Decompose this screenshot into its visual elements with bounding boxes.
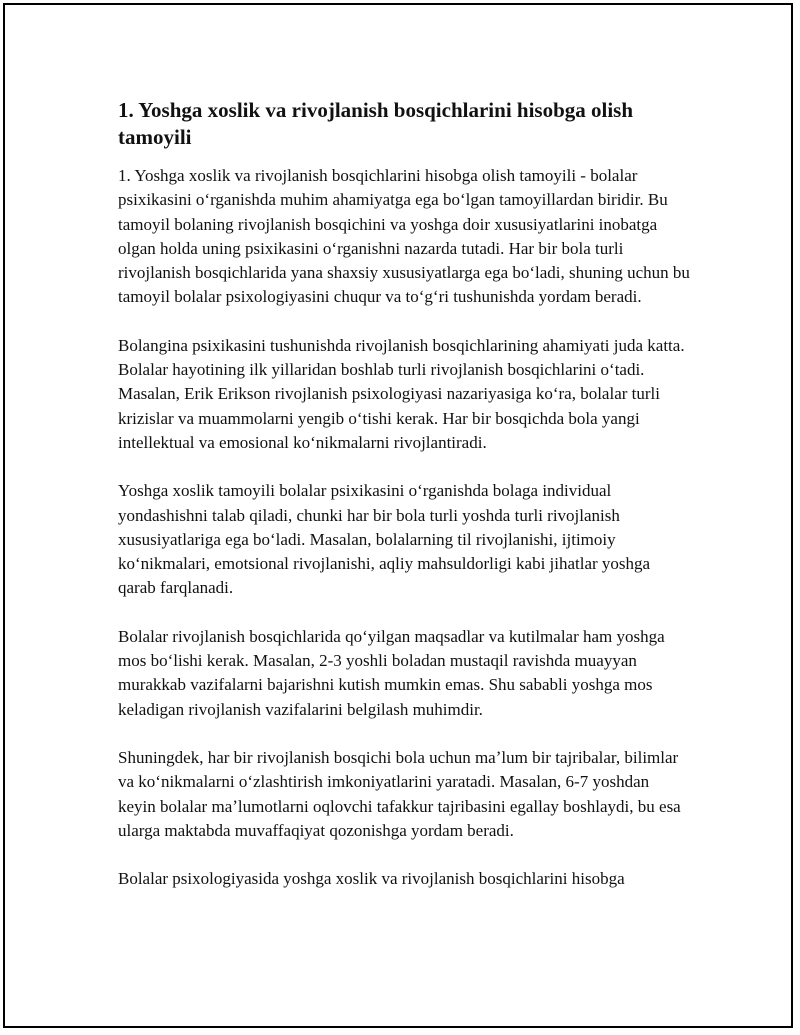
document-body — [118, 97, 690, 915]
paragraph-3: Yoshga xoslik tamoyili bolalar psixikasini oʻrganishda bolaga individual yondashishni talab qiladi, chunki har bir bola turli yoshda turli rivojlanish xususiyatlariga ega boʻladi. Masalan, bolalarning til rivojlanishi, ijtimoiy koʻnikmalari, emotsional rivojlanishi, aqliy mahsuldorligi kabi jihatlar yoshga qarab farqlanadi. — [118, 481, 651, 598]
document-title: 1. Yoshga xoslik va rivojlanish bosqichlarini hisobga olish tamoyili — [118, 98, 634, 149]
paragraph-5: Shuningdek, har bir rivojlanish bosqichi bola uchun maʼlum bir tajribalar, bilimlar va koʻnikmalarni oʻzlashtirish imkoniyatlarini yaratadi. Masalan, 6-7 yoshdan keyin bolalar maʼlumotlarni oqlovchi tafakkur tajribasini egallay boshlaydi, bu esa ularga maktabda muvaffaqiyat qozonishga yordam beradi. — [118, 747, 681, 840]
paragraph-1: 1. Yoshga xoslik va rivojlanish bosqichlarini hisobga olish tamoyili - bolalar psixikasini oʻrganishda muhim ahamiyatga ega boʻlgan tamoyillardan biridir. Bu tamoyil bolaning rivojlanish bosqichini va yoshga doir xususiyatlarini inobatga olgan holda uning psixikasini oʻrganishni nazarda tutadi. Har bir bola turli rivojlanish bosqichlarida yana shaxsiy xususiyatlarga ega boʻladi, shuning uchun bu tamoyil bolalar psixologiyasini chuqur va toʻgʻri tushunishda yordam beradi. — [118, 166, 690, 307]
paragraph-4: Bolalar rivojlanish bosqichlarida qoʻyilgan maqsadlar va kutilmalar ham yoshga mos boʻlishi kerak. Masalan, 2-3 yoshli boladan mustaqil ravishda muayyan murakkab vazifalarni bajarishni kutish mumkin emas. Shu sababli yoshga mos keladigan rivojlanish vazifalarini belgilash muhimdir. — [118, 626, 665, 719]
paragraph-2: Bolangina psixikasini tushunishda rivojlanish bosqichlarining ahamiyati juda katta. Bolalar hayotining ilk yillaridan boshlab turli rivojlanish bosqichlarini oʻtadi. Masalan, Erik Erikson rivojlanish psixologiyasi nazariyasiga koʻra, bolalar turli krizislar va muammolarni yengib oʻtishi kerak. Har bir bosqichda bola yangi intellektual va emosional koʻnikmalarni rivojlantiradi. — [118, 335, 685, 452]
paragraph-6: Bolalar psixologiyasida yoshga xoslik va rivojlanish bosqichlarini hisobga — [118, 869, 625, 889]
